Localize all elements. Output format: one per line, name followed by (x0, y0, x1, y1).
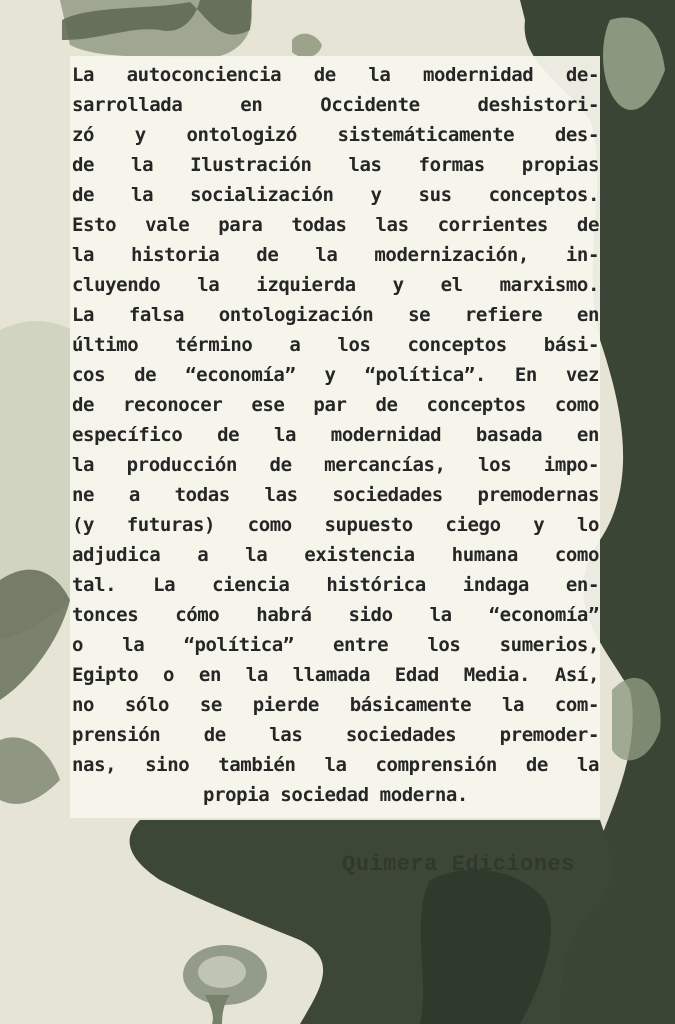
body-text-line: prensión de las sociedades premoder- (72, 724, 599, 746)
body-text-line: La falsa ontologización se refiere en (72, 304, 599, 326)
body-text-line: nas, sino también la comprensión de la (72, 754, 599, 776)
body-text-line: último término a los conceptos bási- (72, 334, 599, 356)
body-text-line: ne a todas las sociedades premodernas (72, 484, 599, 506)
body-text-line: Esto vale para todas las corrientes de (72, 214, 599, 236)
ink-blot-bottom-core (198, 956, 246, 988)
body-text-panel (70, 56, 600, 818)
body-text-line: zó y ontologizó sistemáticamente des- (72, 124, 599, 146)
body-text-line-final: propia sociedad moderna. (203, 784, 468, 806)
body-text-line: de la socialización y sus conceptos. (72, 184, 599, 206)
ink-mass-bottom-right (420, 870, 551, 1024)
body-text-line: Egipto o en la llamada Edad Media. Así, (72, 664, 599, 686)
body-text-line: la historia de la modernización, in- (72, 244, 599, 266)
body-text-line: La autoconciencia de la modernidad de- (72, 64, 599, 86)
body-text-line: tal. La ciencia histórica indaga en- (72, 574, 599, 596)
body-text-line: cluyendo la izquierda y el marxismo. (72, 274, 599, 296)
body-text-line: (y futuras) como supuesto ciego y lo (72, 514, 599, 536)
body-text-line: tonces cómo habrá sido la “economía” (72, 604, 599, 626)
body-text-line: o la “política” entre los sumerios, (72, 634, 599, 656)
body-text-line: de reconocer ese par de conceptos como (72, 394, 599, 416)
publisher-name: Quimera Ediciones (342, 852, 575, 877)
body-text-line: sarrollada en Occidente deshistori- (72, 94, 599, 116)
body-text-line: adjudica a la existencia humana como (72, 544, 599, 566)
body-text-line: de la Ilustración las formas propias (72, 154, 599, 176)
body-text-line: cos de “economía” y “política”. En vez (72, 364, 599, 386)
body-text-line: no sólo se pierde básicamente la com- (72, 694, 599, 716)
body-text-line: específico de la modernidad basada en (72, 424, 599, 446)
body-text-line: la producción de mercancías, los impo- (72, 454, 599, 476)
